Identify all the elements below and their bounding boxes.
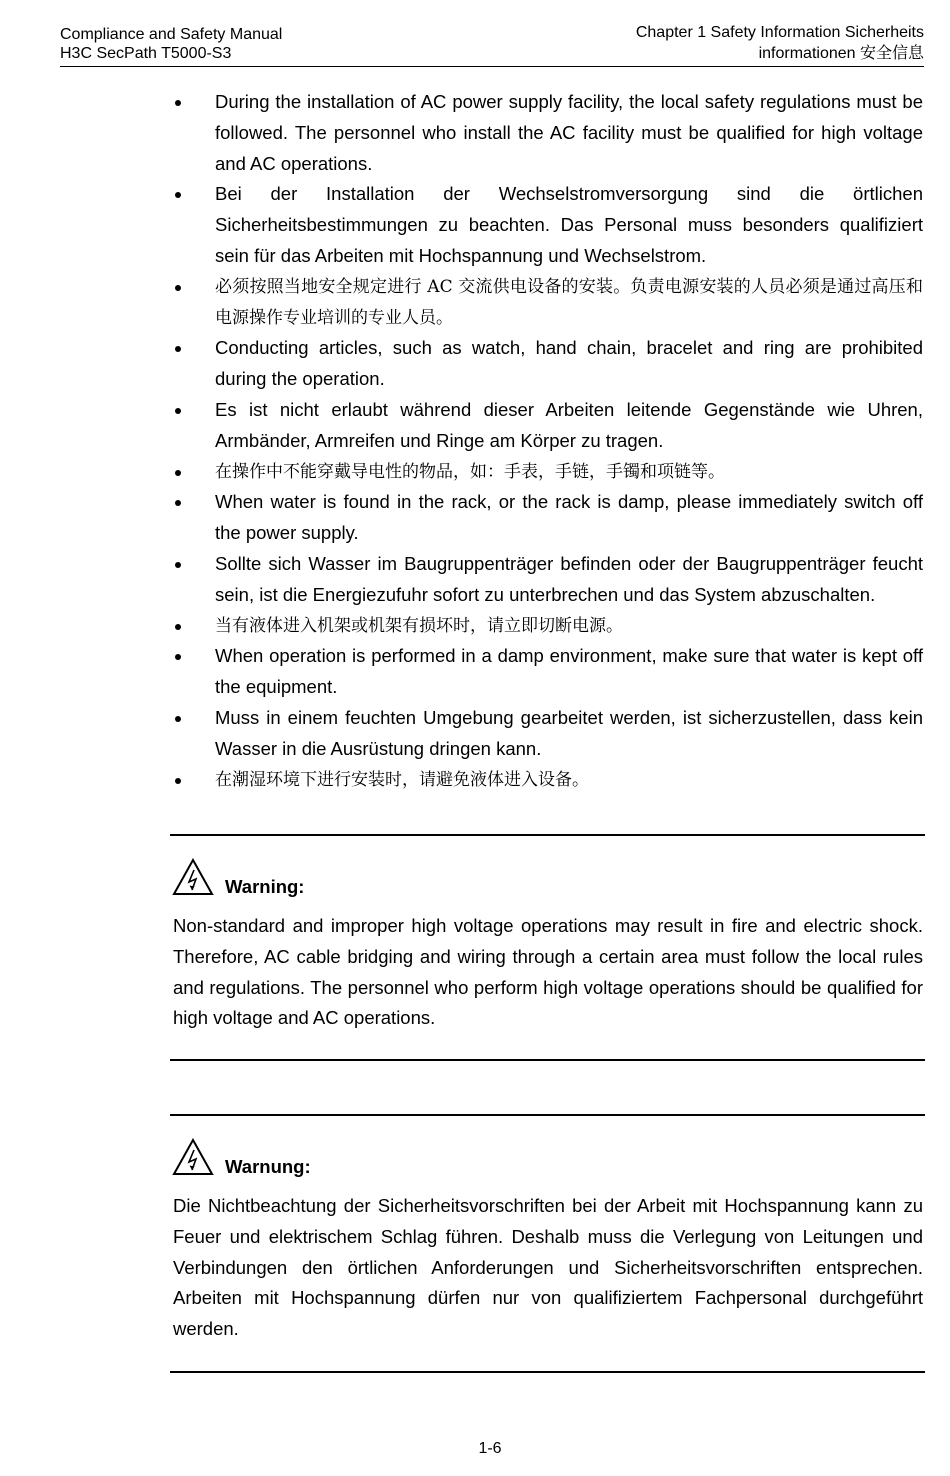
high-voltage-warning-icon bbox=[172, 1138, 214, 1176]
warnung-header bbox=[170, 1138, 925, 1178]
warning-box-en bbox=[170, 834, 925, 1061]
manual-title: Compliance and Safety Manual bbox=[60, 26, 283, 43]
product-name: H3C SecPath T5000-S3 bbox=[60, 45, 232, 62]
bullet-item-water-zh: 当有液体进入机架或机架有损坏时，请立即切断电源。 bbox=[173, 611, 923, 642]
bullet-item-conductive-en: Conducting articles, such as watch, hand chain, bracelet and ring are prohibited during the operation. bbox=[173, 333, 923, 395]
safety-bullet-list bbox=[173, 87, 923, 795]
chapter-title-line1: Chapter 1 Safety Information Sicherheits bbox=[635, 24, 924, 41]
bullet-item-water-de: Sollte sich Wasser im Baugruppenträger befinden oder der Baugruppenträger feucht sein, ist die Energiezufuhr sofort zu unterbrechen und das System abzuschalten. bbox=[173, 549, 923, 611]
bullet-item-water-en: When water is found in the rack, or the rack is damp, please immediately switch off the power supply. bbox=[173, 487, 923, 549]
bullet-item-damp-zh: 在潮湿环境下进行安装时，请避免液体进入设备。 bbox=[173, 765, 923, 796]
bullet-item-ac-install-de: Bei der Installation der Wechselstromversorgung sind die örtlichen Sicherheitsbestimmungen zu beachten. Das Personal muss besonders qualifiziert sein für das Arbeiten mit Hochspannung und Wechselstrom. bbox=[173, 179, 923, 271]
warning-box-de bbox=[170, 1114, 925, 1373]
bullet-item-damp-de: Muss in einem feuchten Umgebung gearbeitet werden, ist sicherzustellen, dass kein Wasser in die Ausrüstung dringen kann. bbox=[173, 703, 923, 765]
warning-header bbox=[170, 858, 925, 898]
warnung-text: Die Nichtbeachtung der Sicherheitsvorschriften bei der Arbeit mit Hochspannung kann zu Feuer und elektrischem Schlag führen. Deshalb muss die Verlegung von Leitungen und Verbindungen den örtlichen Anforderungen und Sicherheitsvorschriften entsprechen. Arbeiten mit Hochspannung dürfen nur von qualifiziertem Fachpersonal durchgeführt werden. bbox=[173, 1195, 923, 1340]
page-header bbox=[60, 22, 924, 67]
header-left bbox=[60, 25, 282, 63]
high-voltage-warning-icon bbox=[172, 858, 214, 896]
warning-text: Non-standard and improper high voltage operations may result in fire and electric shock. Therefore, AC cable bridging and wiring through a certain area must follow the local rules and regulations. The personnel who perform high voltage operations should be qualified for high voltage and AC operations. bbox=[173, 915, 923, 1029]
main-content bbox=[173, 87, 923, 795]
bullet-item-ac-install-zh: 必须按照当地安全规定进行 AC 交流供电设备的安装。负责电源安装的人员必须是通过高压和电源操作专业培训的专业人员。 bbox=[173, 272, 923, 334]
chapter-title-line2: informationen 安全信息 bbox=[758, 45, 924, 62]
page-number: 1-6 bbox=[478, 1440, 502, 1457]
header-right bbox=[636, 22, 924, 64]
bullet-item-conductive-de: Es ist nicht erlaubt während dieser Arbeiten leitende Gegenstände wie Uhren, Armbänder, Armreifen und Ringe am Körper zu tragen. bbox=[173, 395, 923, 457]
bullet-item-conductive-zh: 在操作中不能穿戴导电性的物品，如：手表，手链，手镯和项链等。 bbox=[173, 457, 923, 488]
bullet-item-damp-en: When operation is performed in a damp environment, make sure that water is kept off the equipment. bbox=[173, 641, 923, 703]
bullet-item-ac-install-en: During the installation of AC power supply facility, the local safety regulations must be followed. The personnel who install the AC facility must be qualified for high voltage and AC operations. bbox=[173, 87, 923, 179]
warning-title: Warning: bbox=[225, 876, 305, 897]
warnung-title: Warnung: bbox=[225, 1156, 311, 1177]
